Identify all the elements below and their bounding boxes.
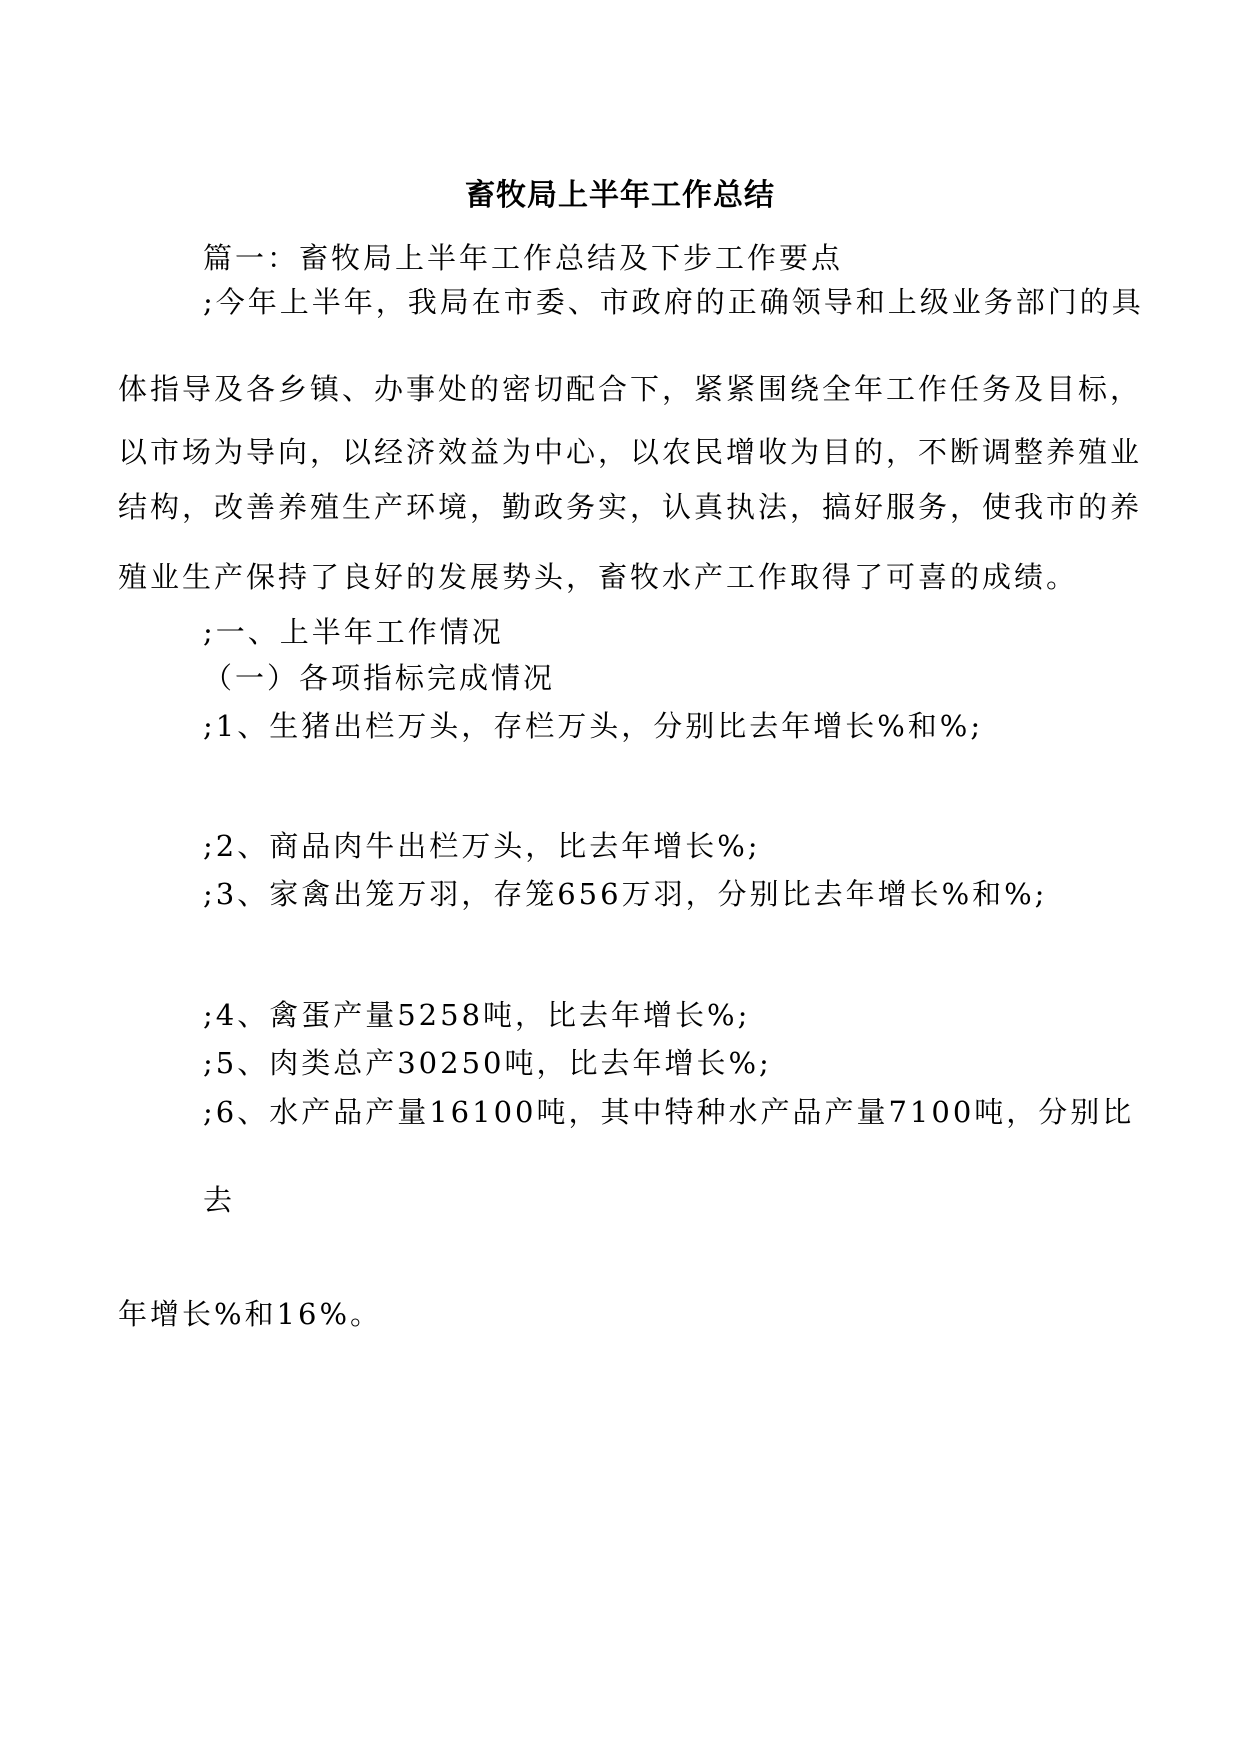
list-item: ;5、肉类总产30250吨，比去年增长%;: [203, 1046, 772, 1080]
list-item: ;2、商品肉牛出栏万头，比去年增长%;: [203, 829, 761, 863]
subtitle-line: 篇一：畜牧局上半年工作总结及下步工作要点: [203, 241, 844, 275]
list-item-continuation: 年增长%和16%。: [118, 1297, 383, 1331]
section-heading: ;一、上半年工作情况: [203, 615, 504, 649]
paragraph-line: 结构，改善养殖生产环境，勤政务实，认真执法，搞好服务，使我市的养: [118, 490, 1143, 524]
list-item: ;1、生猪出栏万头，存栏万头，分别比去年增长%和%;: [203, 709, 984, 743]
list-item-continuation: 去: [203, 1183, 236, 1217]
paragraph-line: 以市场为导向，以经济效益为中心，以农民增收为目的，不断调整养殖业: [118, 435, 1143, 469]
paragraph-line: ;今年上半年，我局在市委、市政府的正确领导和上级业务部门的具: [203, 285, 1144, 319]
paragraph-line: 殖业生产保持了良好的发展势头，畜牧水产工作取得了可喜的成绩。: [118, 560, 1079, 594]
list-item: ;6、水产品产量16100吨，其中特种水产品产量7100吨，分别比: [203, 1095, 1135, 1129]
list-item: ;3、家禽出笼万羽，存笼656万羽，分别比去年增长%和%;: [203, 877, 1048, 911]
list-item: ;4、禽蛋产量5258吨，比去年增长%;: [203, 998, 751, 1032]
paragraph-line: 体指导及各乡镇、办事处的密切配合下，紧紧围绕全年工作任务及目标，: [118, 372, 1143, 406]
subsection-heading: （一）各项指标完成情况: [203, 661, 556, 695]
document-title: 畜牧局上半年工作总结: [465, 178, 775, 213]
